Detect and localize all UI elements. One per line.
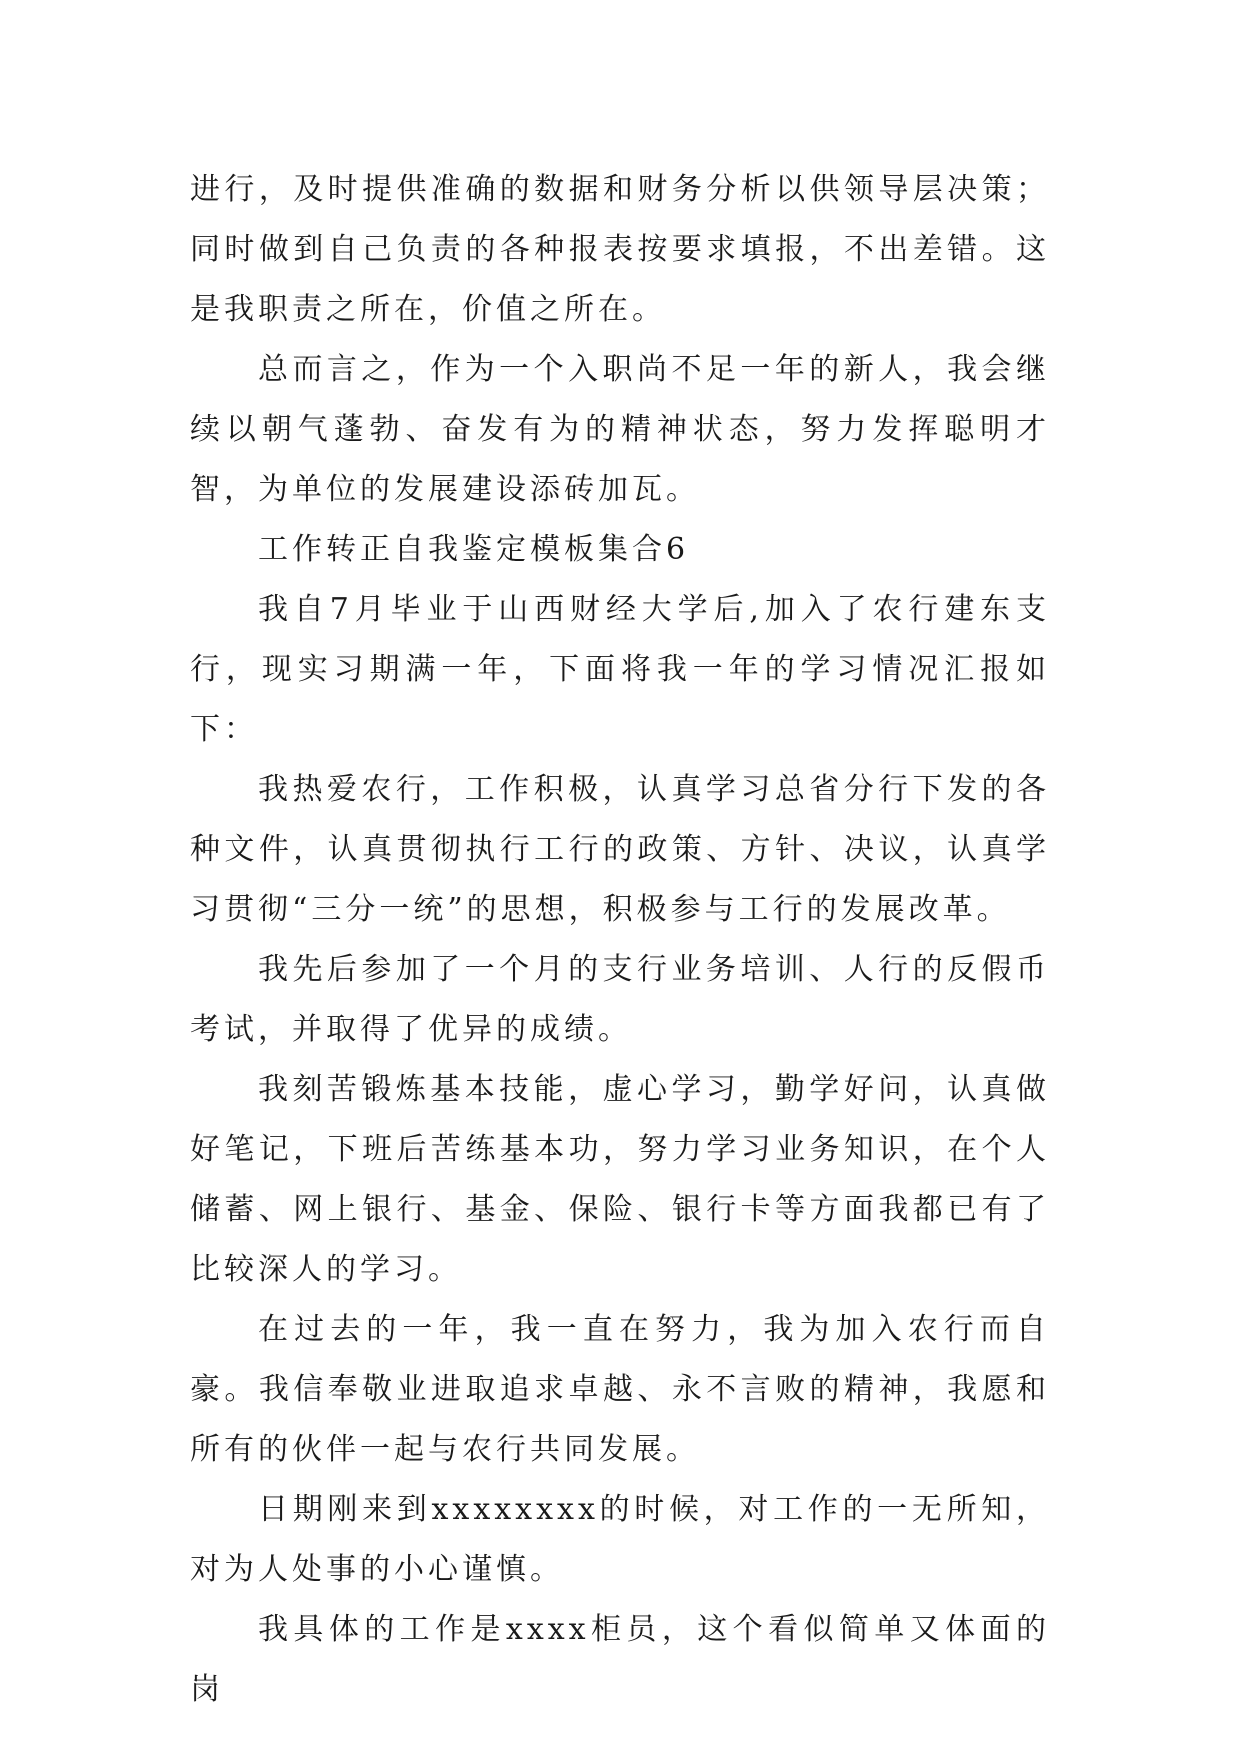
paragraph-continued: 进行，及时提供准确的数据和财务分析以供领导层决策；同时做到自己负责的各种报表按要求填报，不出差错。这是我职责之所在，价值之所在。	[190, 172, 1050, 327]
paragraph-training: 我先后参加了一个月的支行业务培训、人行的反假币考试，并取得了优异的成绩。	[190, 952, 1050, 1047]
paragraph-intro: 我自7月毕业于山西财经大学后,加入了农行建东支行，现实习期满一年，下面将我一年的学习情况汇报如下：	[190, 592, 1050, 747]
paragraph-arrival: 日期刚来到xxxxxxxx的时候，对工作的一无所知，对为人处事的小心谨慎。	[190, 1492, 1050, 1587]
paragraph-reflection: 在过去的一年，我一直在努力，我为加入农行而自豪。我信奉敬业进取追求卓越、永不言败的精神，我愿和所有的伙伴一起与农行共同发展。	[190, 1312, 1050, 1467]
paragraph-attitude: 我热爱农行，工作积极，认真学习总省分行下发的各种文件，认真贯彻执行工行的政策、方针、决议，认真学习贯彻“三分一统”的思想，积极参与工行的发展改革。	[190, 772, 1050, 927]
paragraph-summary: 总而言之，作为一个入职尚不足一年的新人，我会继续以朝气蓬勃、奋发有为的精神状态，努力发挥聪明才智，为单位的发展建设添砖加瓦。	[190, 352, 1050, 507]
paragraph-job: 我具体的工作是xxxx柜员，这个看似简单又体面的岗	[190, 1612, 1050, 1707]
section-heading: 工作转正自我鉴定模板集合6	[258, 532, 690, 567]
paragraph-skills: 我刻苦锻炼基本技能，虚心学习，勤学好问，认真做好笔记，下班后苦练基本功，努力学习业务知识，在个人储蓄、网上银行、基金、保险、银行卡等方面我都已有了比较深人的学习。	[190, 1072, 1050, 1287]
document-body	[190, 160, 1050, 1720]
